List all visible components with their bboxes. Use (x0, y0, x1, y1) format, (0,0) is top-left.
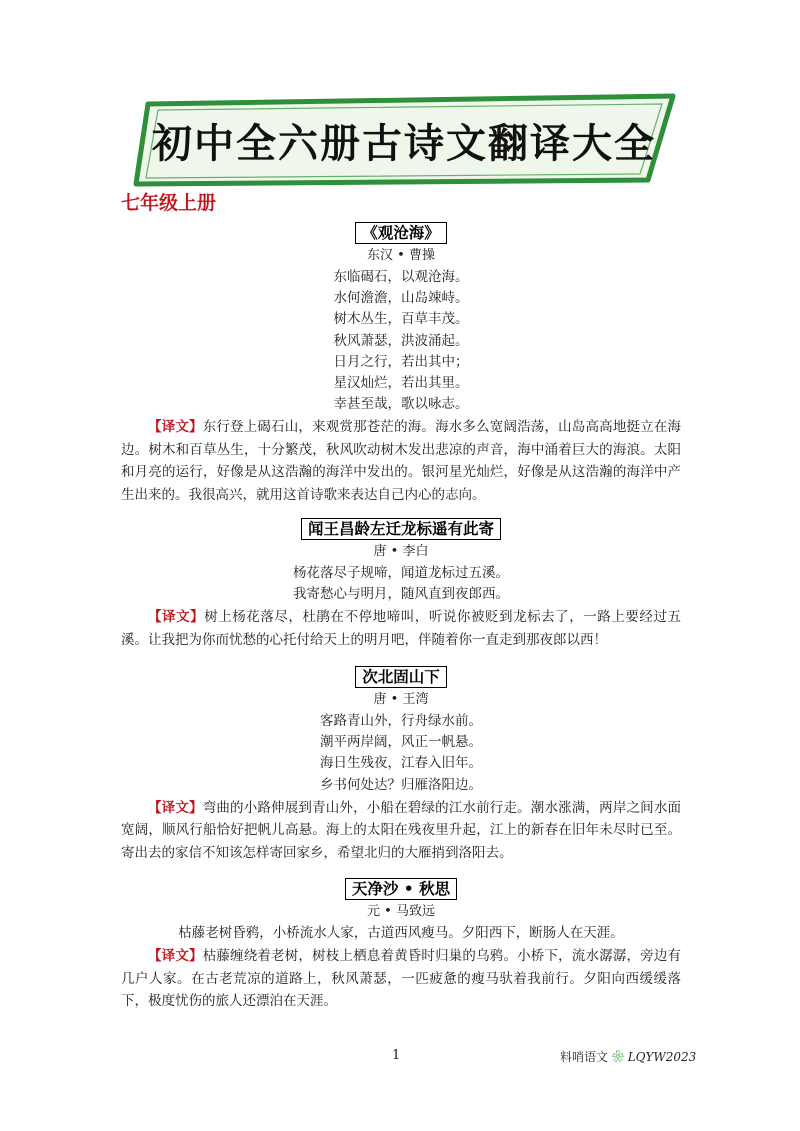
footer-brand (560, 1048, 696, 1065)
translation-paragraph (121, 797, 681, 864)
poem-section (121, 666, 681, 864)
translation-paragraph (121, 945, 681, 1012)
poem-line: 日月之行，若出其中； (333, 353, 469, 370)
poem-section (121, 878, 681, 1012)
translation-text: 弯曲的小路伸展到青山外，小船在碧绿的江水前行走。潮水涨满，两岸之间水面宽阔，顺风行船恰好把帆儿高悬。海上的太阳在残夜里升起，江上的新春在旧年未尽时已至。寄出去的家信不知该怎样寄回家乡，希望北归的大雁捎到洛阳去。 (121, 799, 682, 861)
poem-line: 枯藤老树昏鸦，小桥流水人家，古道西风瘦马。夕阳西下，断肠人在天涯。 (178, 925, 624, 941)
poem-line: 杨花落尽子规啼，闻道龙标过五溪。 (293, 565, 509, 581)
brand-code: LQYW2023 (627, 1050, 697, 1064)
translation-tag: 【译文】 (148, 948, 203, 965)
translation-tag: 【译文】 (148, 609, 205, 626)
page-title: 初中全六册古诗文翻译大全 (152, 121, 656, 167)
translation-tag: 【译文】 (148, 419, 203, 436)
translation-text: 树上杨花落尽，杜鹃在不停地啼叫，听说你被贬到龙标去了，一路上要经过五溪。让我把为你而忧愁的心托付给天上的明月吧，伴随着你一直走到那夜郎以西！ (121, 609, 682, 648)
poem-section (121, 222, 681, 506)
translation-text: 东行登上碣石山，来观赏那苍茫的海。海水多么宽阔浩荡，山岛高高地挺立在海边。树木和百草丛生，十分繁茂，秋风吹动树木发出悲凉的声音，海中涌着巨大的海浪。太阳和月亮的运行，好像是从这浩瀚的海洋中发出的。银河星光灿烂，好像是从这浩瀚的海洋中产生出来的。我很高兴，就用这首诗歌来表达自己内心的志向。 (121, 419, 682, 503)
poem-title: 次北固山下 (355, 666, 447, 688)
poem-title: 《观沧海》 (355, 222, 447, 244)
poem-line: 乡书何处达？归雁洛阳边。 (320, 776, 482, 793)
poem-section (121, 518, 681, 651)
translation-paragraph (121, 416, 681, 506)
poem-line: 东临碣石，以观沧海。 (333, 269, 469, 285)
poem-line: 树木丛生，百草丰茂。 (333, 311, 469, 328)
title-banner (128, 92, 680, 188)
poem-line: 秋风萧瑟，洪波涌起。 (333, 332, 469, 349)
poem-line: 幸甚至哉，歌以咏志。 (333, 396, 469, 413)
poem-line: 客路青山外，行舟绿水前。 (320, 713, 482, 729)
page-number: 1 (392, 1048, 401, 1063)
poem-author: 元 • 马致远 (367, 904, 435, 919)
poem-author: 唐 • 王湾 (373, 692, 429, 707)
poem-line: 水何澹澹，山岛竦峙。 (333, 290, 469, 307)
poem-title: 闻王昌龄左迁龙标遥有此寄 (301, 518, 501, 540)
translation-paragraph (121, 606, 681, 651)
translation-text: 枯藤缠绕着老树，树枝上栖息着黄昏时归巢的乌鸦。小桥下，流水潺潺，旁边有几户人家。在古老荒凉的道路上，秋风萧瑟，一匹疲惫的瘦马驮着我前行。夕阳向西缓缓落下，极度忧伤的旅人还漂泊在天涯。 (121, 948, 682, 1010)
poem-title: 天净沙 • 秋思 (345, 878, 457, 900)
translation-tag: 【译文】 (148, 799, 203, 816)
grade-heading: 七年级上册 (121, 192, 217, 214)
poem-line: 海日生残夜，江春入旧年。 (320, 755, 482, 772)
poem-author: 唐 • 李白 (373, 544, 429, 559)
poem-line: 星汉灿烂，若出其里。 (333, 375, 469, 392)
leaf-icon: ❀ (611, 1050, 624, 1064)
poem-line: 潮平两岸阔，风正一帆悬。 (320, 734, 482, 751)
brand-name: 料哨语文 (560, 1050, 609, 1064)
poem-author: 东汉 • 曹操 (367, 248, 435, 263)
poem-line: 我寄愁心与明月，随风直到夜郎西。 (293, 586, 509, 603)
